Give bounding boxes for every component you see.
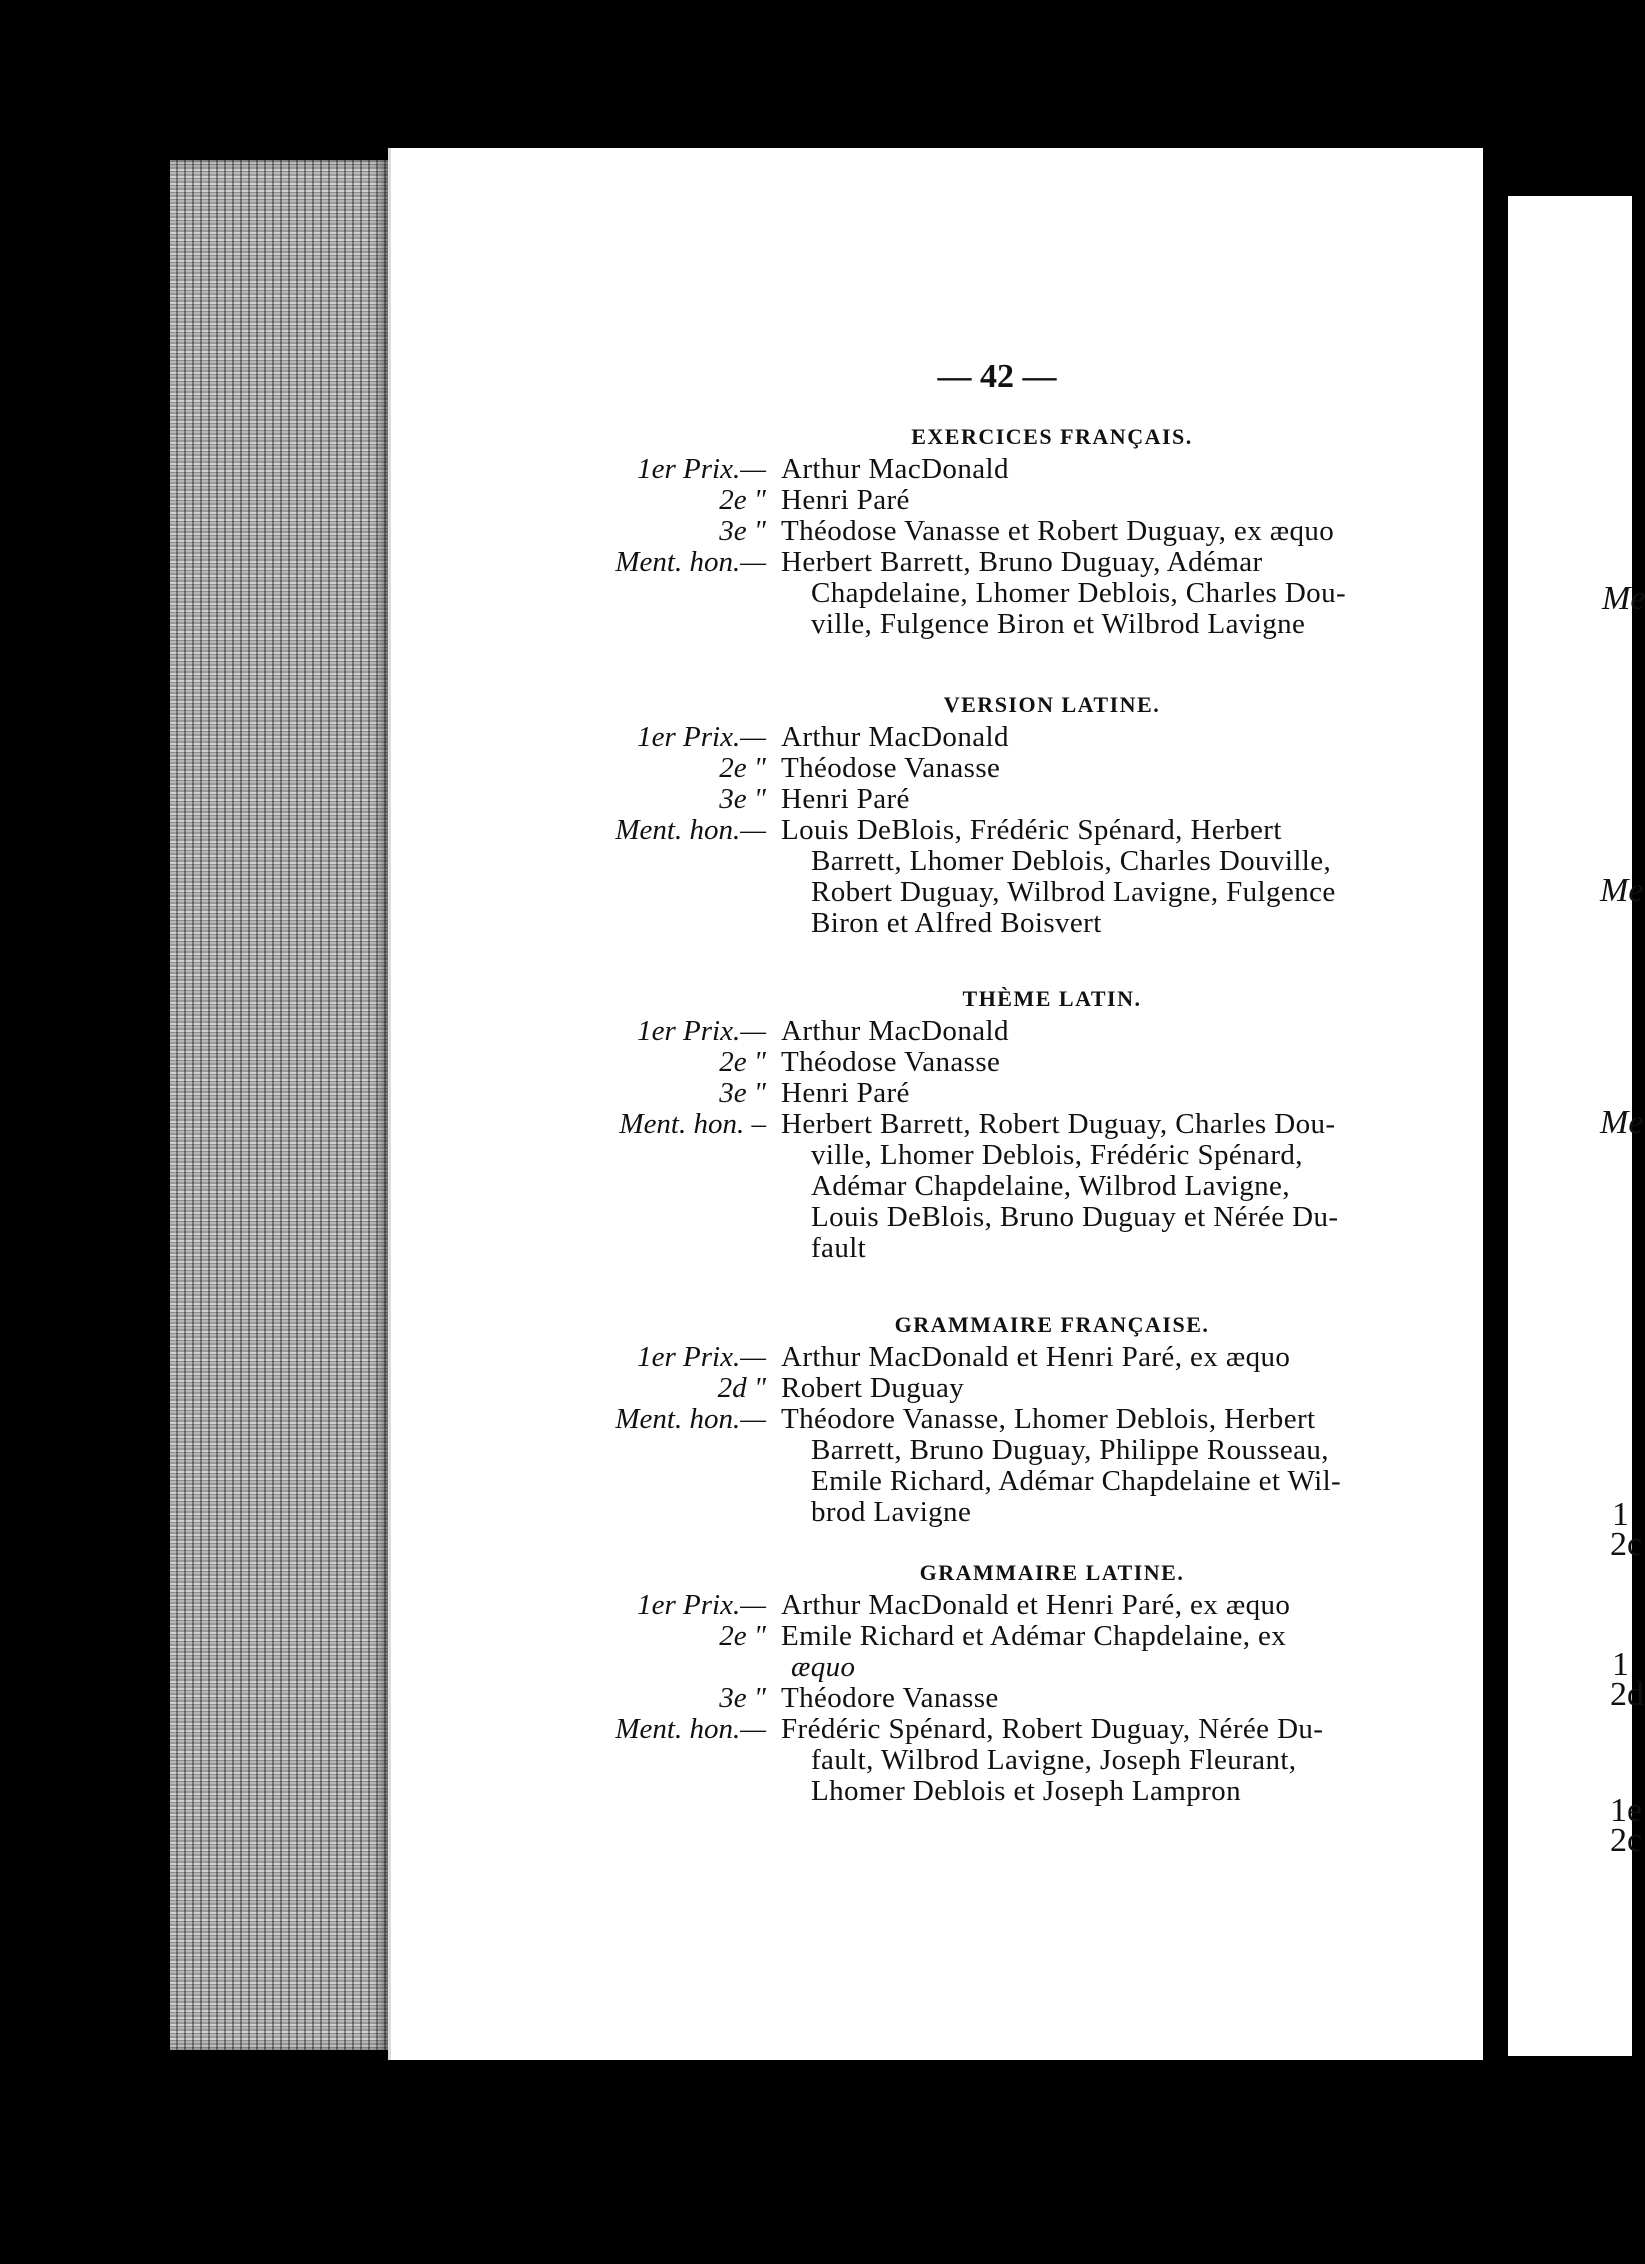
award-names: æquo <box>791 1651 856 1683</box>
rank-label: 2e " <box>719 1620 766 1652</box>
award-names: ville, Fulgence Biron et Wilbrod Lavigne <box>811 608 1306 640</box>
rank-label: Ment. hon.— <box>615 1403 766 1435</box>
section-title: THÈME LATIN. <box>962 986 1142 1011</box>
adjacent-page-fragment: 2c <box>1610 1822 1643 1859</box>
section-grammaire-francaise <box>391 1308 1483 1528</box>
section-grammaire-latine <box>391 1556 1483 1807</box>
award-names: Arthur MacDonald <box>781 453 1009 485</box>
adjacent-page-fragment: Me <box>1600 1104 1644 1141</box>
award-names: fault <box>811 1232 867 1264</box>
rank-label: 3e " <box>719 1077 766 1109</box>
rank-label: 3e " <box>719 515 766 547</box>
award-names: Biron et Alfred Boisvert <box>811 907 1102 939</box>
award-names: fault, Wilbrod Lavigne, Joseph Fleurant, <box>811 1744 1297 1776</box>
award-names: Robert Duguay, Wilbrod Lavigne, Fulgence <box>811 876 1336 908</box>
award-names: Herbert Barrett, Bruno Duguay, Adémar <box>781 546 1263 578</box>
section-title: GRAMMAIRE LATINE. <box>919 1560 1185 1585</box>
adjacent-page-fragment: 2d <box>1610 1676 1644 1713</box>
award-names: Arthur MacDonald et Henri Paré, ex æquo <box>781 1589 1291 1621</box>
award-names: Arthur MacDonald <box>781 1015 1009 1047</box>
award-names: Lhomer Deblois et Joseph Lampron <box>811 1775 1241 1807</box>
rank-label: 2d " <box>717 1372 766 1404</box>
award-names: Arthur MacDonald et Henri Paré, ex æquo <box>781 1341 1291 1373</box>
award-names: Théodose Vanasse et Robert Duguay, ex æquo <box>781 515 1335 547</box>
book-page-edges <box>170 160 390 2050</box>
rank-label: Ment. hon.— <box>615 814 766 846</box>
award-names: Emile Richard, Adémar Chapdelaine et Wil- <box>811 1465 1342 1497</box>
adjacent-page-fragment: Me <box>1602 580 1645 617</box>
rank-label: 1er Prix.— <box>637 1341 766 1373</box>
rank-label: 2e " <box>719 752 766 784</box>
award-names: Frédéric Spénard, Robert Duguay, Nérée Du- <box>781 1713 1324 1745</box>
book-page <box>388 148 1483 2060</box>
award-names: Henri Paré <box>781 484 910 516</box>
award-names: Robert Duguay <box>781 1372 965 1404</box>
adjacent-page-fragment: 1e <box>1610 1792 1643 1829</box>
award-names: Henri Paré <box>781 1077 910 1109</box>
rank-label: 2e " <box>719 1046 766 1078</box>
award-names: Louis DeBlois, Bruno Duguay et Nérée Du- <box>811 1201 1339 1233</box>
award-names: Herbert Barrett, Robert Duguay, Charles Dou- <box>781 1108 1336 1140</box>
award-names: Théodose Vanasse <box>781 1046 1001 1078</box>
award-names: brod Lavigne <box>811 1496 972 1528</box>
award-names: Théodore Vanasse <box>781 1682 999 1714</box>
award-names: Barrett, Lhomer Deblois, Charles Douville, <box>811 845 1332 877</box>
award-names: Emile Richard et Adémar Chapdelaine, ex <box>781 1620 1287 1652</box>
adjacent-page-fragment: Me <box>1600 872 1644 909</box>
rank-label: Ment. hon. – <box>619 1108 766 1140</box>
award-names: Adémar Chapdelaine, Wilbrod Lavigne, <box>811 1170 1290 1202</box>
rank-label: 3e " <box>719 783 766 815</box>
award-names: ville, Lhomer Deblois, Frédéric Spénard, <box>811 1139 1303 1171</box>
award-names: Théodore Vanasse, Lhomer Deblois, Herbert <box>781 1403 1316 1435</box>
award-names: Théodose Vanasse <box>781 752 1001 784</box>
section-title: GRAMMAIRE FRANÇAISE. <box>894 1312 1210 1337</box>
adjacent-page-fragment: 2c <box>1610 1526 1643 1563</box>
section-title: EXERCICES FRANÇAIS. <box>911 424 1193 449</box>
award-names: Barrett, Bruno Duguay, Philippe Rousseau, <box>811 1434 1329 1466</box>
award-names: Chapdelaine, Lhomer Deblois, Charles Dou- <box>811 577 1347 609</box>
adjacent-page-fragment: 1 <box>1612 1496 1629 1533</box>
rank-label: 3e " <box>719 1682 766 1714</box>
rank-label: Ment. hon.— <box>615 1713 766 1745</box>
page-number: — 42 — <box>937 358 1057 395</box>
adjacent-page-fragment: 1 <box>1612 1646 1629 1683</box>
section-theme-latin <box>391 982 1483 1264</box>
rank-label: Ment. hon.— <box>615 546 766 578</box>
section-title: VERSION LATINE. <box>943 692 1161 717</box>
rank-label: 1er Prix.— <box>637 721 766 753</box>
rank-label: 1er Prix.— <box>637 1589 766 1621</box>
rank-label: 1er Prix.— <box>637 453 766 485</box>
section-version-latine <box>391 688 1483 939</box>
award-names: Louis DeBlois, Frédéric Spénard, Herbert <box>781 814 1282 846</box>
rank-label: 2e " <box>719 484 766 516</box>
award-names: Henri Paré <box>781 783 910 815</box>
rank-label: 1er Prix.— <box>637 1015 766 1047</box>
adjacent-page-edge <box>1508 196 1645 2056</box>
award-names: Arthur MacDonald <box>781 721 1009 753</box>
section-exercices-francais <box>391 420 1483 640</box>
